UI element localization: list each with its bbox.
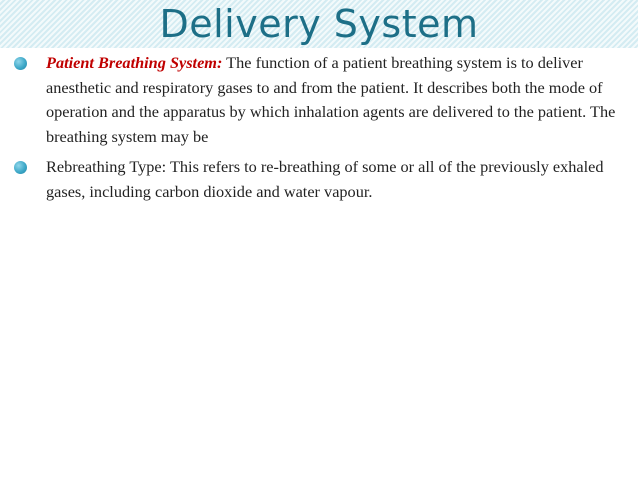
bullet-text: The function of a patient breathing system is to deliver anesthetic and respiratory gases to and from the patient. It describes both the mode of operation and the apparatus by which inhalation agents are delivered to the patient. The breathing system may be (46, 53, 616, 146)
bullet-dot-icon (14, 161, 27, 174)
slide-content (14, 51, 626, 210)
bullet-dot-icon (14, 57, 27, 70)
bullet-item-rebreathing-type (14, 155, 626, 204)
slide-title: Delivery System (159, 2, 479, 46)
bullet-item-patient-breathing-system (14, 51, 626, 149)
bullet-text: Rebreathing Type: This refers to re-breathing of some or all of the previously exhaled gases, including carbon dioxide and water vapour. (46, 157, 604, 201)
bullet-term: Patient Breathing System: (46, 53, 223, 72)
